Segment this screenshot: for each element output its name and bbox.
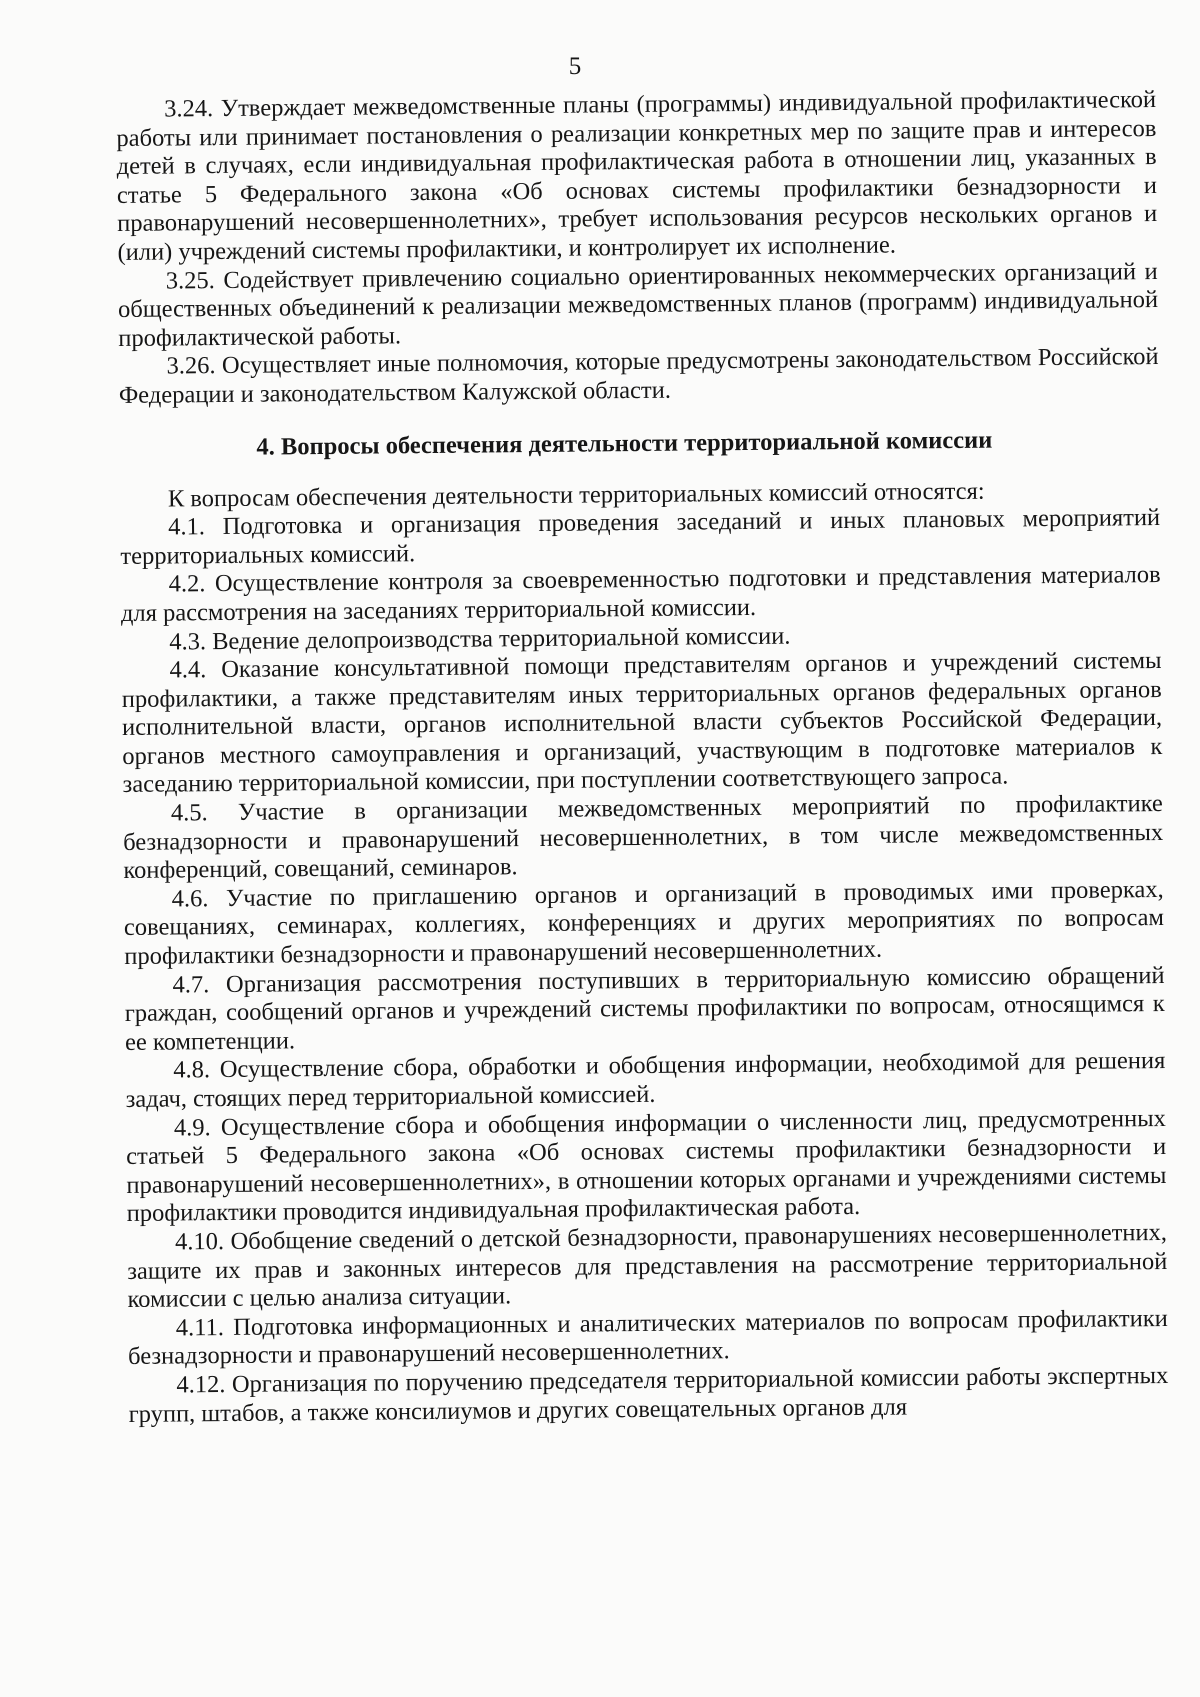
paragraph-4-7: 4.7. Организация рассмотрения поступивших в территориальную комиссию обращений граждан, сообщений органов и учреждений системы профилактики по вопросам, относящимся к ее компетенции.	[124, 961, 1165, 1056]
paragraph-3-26: 3.26. Осуществляет иные полномочия, которые предусмотрены законодательством Российской Федерации и законодательством Калужской области.	[118, 343, 1159, 409]
paragraph-3-24: 3.24. Утверждает межведомственные планы (программы) индивидуальной профилактической работы или принимает постановления о реализации конкретных мер по защите прав и интересов детей в случаях, если индивидуальная профилактическая работа в отношении лиц, указанных в статье 5 Федерального закона «Об основах системы профилактики безнадзорности и правонарушений несовершеннолетних», требует использования ресурсов нескольких органов и (или) учреждений системы профилактики, и контролирует их исполнение.	[116, 86, 1158, 266]
paragraph-intro: К вопросам обеспечения деятельности территориальных комиссий относятся:	[167, 477, 985, 513]
paragraph-4-6: 4.6. Участие по приглашению органов и организаций в проводимых ими проверках, совещаниях, семинарах, коллегиях, конференциях и других мероприятиях по вопросам профилактики безнадзорности и правонарушений несовершеннолетних.	[123, 875, 1165, 970]
paragraph-4-9: 4.9. Осуществление сбора и обобщения информации о численности лиц, предусмотренных статьей 5 Федерального закона «Об основах системы профилактики безнадзорности и правонарушений несовершеннолетних», в отношении которых органами и учреждениями системы профилактики проводится индивидуальная профилактическая работа.	[126, 1104, 1167, 1228]
paragraph-4-8: 4.8. Осуществление сбора, обработки и обобщения информации, необходимой для решения задач, стоящих перед территориальной комиссией.	[125, 1047, 1166, 1113]
paragraph-4-11: 4.11. Подготовка информационных и аналитических материалов по вопросам профилактики безнадзорности и правонарушений несовершеннолетних.	[127, 1304, 1168, 1371]
page-number: 5	[568, 53, 582, 80]
paragraph-3-25: 3.25. Содействует привлечению социально ориентированных некоммерческих организаций и общественных объединений к реализации межведомственных планов (программ) индивидуальной профилактической работы.	[117, 257, 1159, 352]
paragraph-4-3: 4.3. Ведение делопроизводства территориальной комиссии.	[169, 622, 791, 656]
paragraph-4-5: 4.5. Участие в организации межведомственных мероприятий по профилактике безнадзорности и правонарушений несовершеннолетних, в том числе межведомственных конференций, совещаний, семинаров.	[123, 790, 1164, 885]
paragraph-4-1: 4.1. Подготовка и организация проведения заседаний и иных плановых мероприятий территориальных комиссий.	[120, 504, 1161, 570]
paragraph-4-2: 4.2. Осуществление контроля за своевременностью подготовки и представления материалов для рассмотрения на заседаниях территориальной комиссии.	[120, 561, 1161, 627]
section-heading: 4. Вопросы обеспечения деятельности территориальной комиссии	[256, 426, 993, 461]
paragraph-4-4: 4.4. Оказание консультативной помощи представителям органов и учреждений системы профилактики, а также представителям иных территориальных органов федеральных органов исполнительной власти, органов исполнительной власти субъектов Российской Федерации, органов местного самоуправления и организаций, участвующим в подготовке материалов к заседанию территориальной комиссии, при поступлении соответствующего запроса.	[121, 647, 1163, 799]
paragraph-4-12: 4.12. Организация по поручению председателя территориальной комиссии работы экспертных групп, штабов, а также консилиумов и других совещательных органов для	[128, 1361, 1169, 1428]
document-body	[116, 86, 1169, 1429]
paragraph-4-10: 4.10. Обобщение сведений о детской безнадзорности, правонарушениях несовершеннолетних, защите их прав и законных интересов для представления на рассмотрение территориальной комиссии с целью анализа ситуации.	[127, 1218, 1168, 1314]
